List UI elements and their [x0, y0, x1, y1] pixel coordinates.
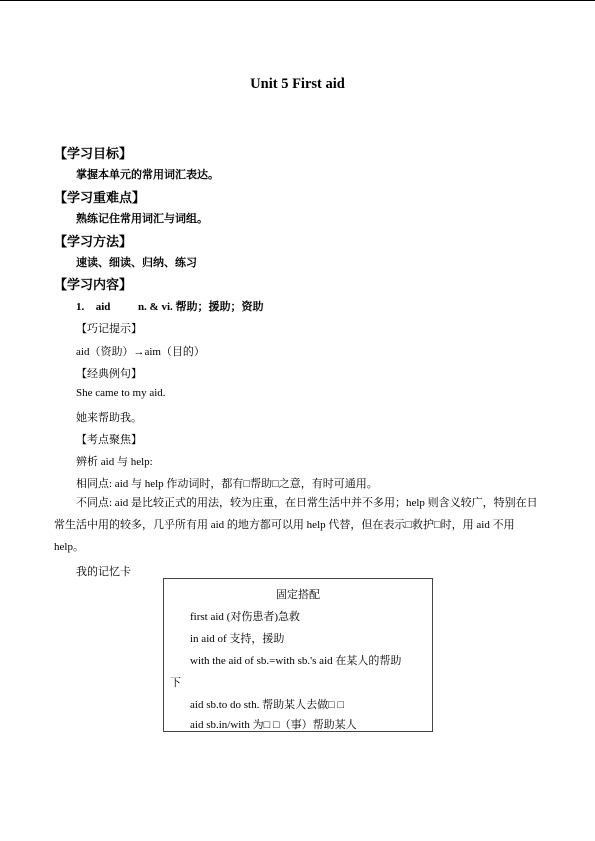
collocation-item: with the aid of sb.=with sb.'s aid 在某人的帮助 — [190, 655, 402, 667]
entry-pos: n. & vi. — [137, 301, 173, 313]
section-key-text: 熟练记住常用词汇与词组。 — [76, 213, 208, 225]
memory-card-box — [163, 578, 433, 732]
page-title: Unit 5 First aid — [250, 76, 345, 92]
focus-diff: 不同点: aid 是比较正式的用法，较为庄重，在日常生活中并不多用；help 则含义较广，特别在日常生活中用的较多，几乎所有用 aid 的地方都可以用 help 代替，但在表示□救护□时，用 aid 不用 help。 — [54, 497, 538, 553]
tips-text: aid（资助）→aim（目的） — [76, 346, 205, 358]
section-method-text: 速读、细读、归纳、练习 — [76, 257, 197, 269]
focus-same: 相同点: aid 与 help 作动词时，都有□帮助□之意，有时可通用。 — [76, 478, 378, 490]
memory-card-title: 固定搭配 — [276, 589, 320, 601]
memory-card-label: 我的记忆卡 — [76, 566, 131, 578]
tips-label: 【巧记提示】 — [76, 323, 142, 335]
entry-heading — [76, 298, 264, 314]
entry-word: aid — [95, 301, 111, 313]
collocation-item: in aid of 支持，援助 — [190, 633, 285, 645]
page-top-rule — [0, 0, 595, 1]
collocation-item: first aid (对伤患者)急救 — [190, 611, 300, 623]
section-method-label: 【学习方法】 — [54, 234, 133, 249]
collocation-item: aid sb.in/with 为□ □（事）帮助某人 — [190, 719, 357, 731]
focus-diff-paragraph — [54, 492, 544, 558]
section-goal-label: 【学习目标】 — [54, 146, 133, 161]
focus-label: 【考点聚焦】 — [76, 434, 142, 446]
example-label: 【经典例句】 — [76, 368, 142, 380]
collocation-item: aid sb.to do sth. 帮助某人去做□ □ — [190, 699, 345, 711]
section-goal-text: 掌握本单元的常用词汇表达。 — [76, 169, 219, 181]
example-en: She came to my aid. — [76, 387, 166, 399]
section-key-label: 【学习重难点】 — [54, 190, 146, 205]
entry-number: 1. — [76, 301, 85, 313]
focus-compare: 辨析 aid 与 help: — [76, 456, 153, 468]
collocation-item-wrap: 下 — [170, 677, 181, 689]
entry-meaning: 帮助；援助；资助 — [175, 301, 264, 313]
example-zh: 她来帮助我。 — [76, 412, 142, 424]
section-content-label: 【学习内容】 — [54, 277, 133, 292]
